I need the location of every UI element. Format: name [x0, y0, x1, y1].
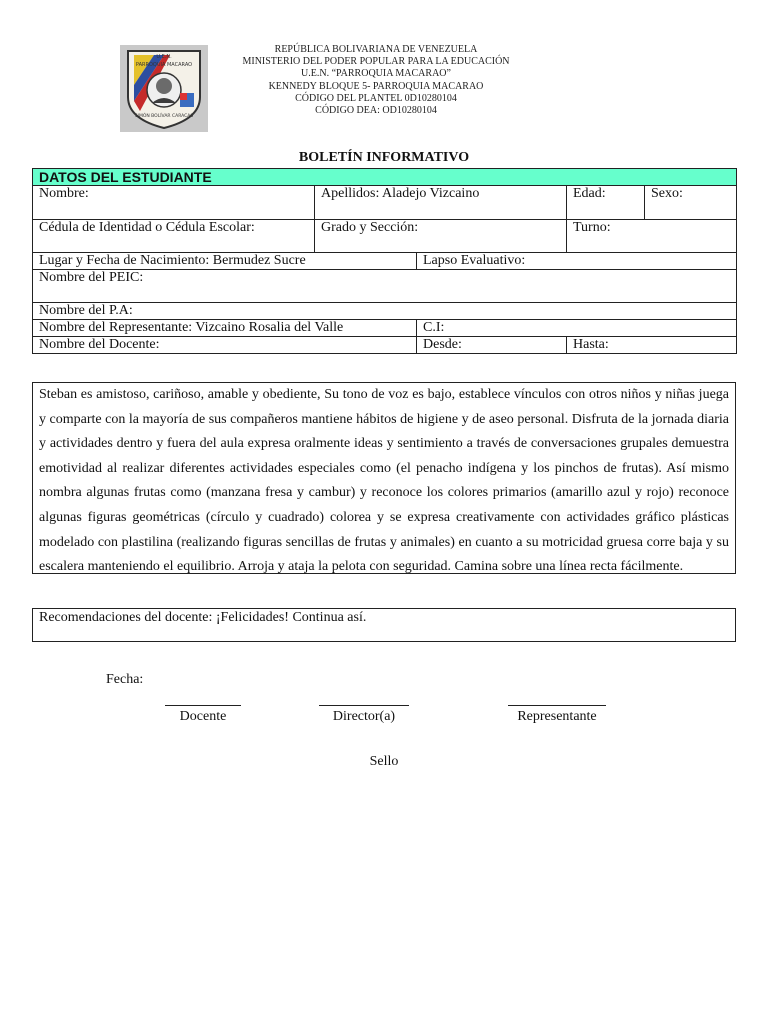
- field-pa: Nombre del P.A:: [33, 303, 737, 320]
- field-nombre: Nombre:: [33, 186, 315, 220]
- field-turno: Turno:: [567, 220, 737, 253]
- field-hasta: Hasta:: [567, 337, 737, 354]
- field-sexo: Sexo:: [645, 186, 737, 220]
- header-line-dea-code: CÓDIGO DEA: OD10280104: [315, 105, 437, 117]
- signature-director-label: Director(a): [332, 709, 396, 724]
- field-desde: Desde:: [417, 337, 567, 354]
- signature-representante-label: Representante: [517, 709, 597, 724]
- date-label: Fecha:: [106, 672, 144, 687]
- field-ci: C.I:: [417, 320, 737, 337]
- field-lugar-fecha-nacimiento: Lugar y Fecha de Nacimiento: Bermudez Sucre: [33, 253, 417, 270]
- section-header-student: DATOS DEL ESTUDIANTE: [33, 169, 737, 186]
- header-line-school-code: CÓDIGO DEL PLANTEL 0D10280104: [295, 92, 457, 104]
- seal-label: Sello: [369, 754, 399, 769]
- signature-line: [319, 705, 409, 707]
- field-edad: Edad:: [567, 186, 645, 220]
- page-title: BOLETÍN INFORMATIVO: [298, 150, 470, 165]
- signature-line: [165, 705, 241, 707]
- field-grado-seccion: Grado y Sección:: [315, 220, 567, 253]
- field-lapso-evaluativo: Lapso Evaluativo:: [417, 253, 737, 270]
- field-cedula: Cédula de Identidad o Cédula Escolar:: [33, 220, 315, 253]
- narrative-report: Steban es amistoso, cariñoso, amable y obediente, Su tono de voz es bajo, establece vínculos con otros niños y niñas juega y comparte con la mayoría de sus compañeros mantiene hábitos de higiene y de aseo personal. Disfruta de la jornada diaria y actividades dentro y fuera del aula expresa oralmente ideas y sentimiento a través de conversaciones grupales demuestra emotividad al realizar diferentes actividades especiales como (el penacho indígena y los pinchos de frutas). Así mismo nombra algunas frutas como (manzana fresa y cambur) y reconoce los colores primarios (amarillo azul y rojo) reconoce algunas figuras geométricas (círculo y cuadrado) colorea y se expresa creativamente con actividades gráfico plásticas modelado con plastilina (realizando figuras sencillas de frutas y animales) en cuanto a su motricidad gruesa corre baja y su escalera manteniendo el equilibrio. Arroja y ataja la pelota con seguridad. Camina sobre una línea recta fácilmente.: [32, 382, 736, 574]
- signature-director: [318, 705, 410, 725]
- header-line-republic: REPÚBLICA BOLIVARIANA DE VENEZUELA: [274, 44, 478, 55]
- signature-docente: [163, 705, 243, 725]
- header-line-address: KENNEDY BLOQUE 5- PARROQUIA MACARAO: [268, 80, 484, 92]
- recommendations-box: Recomendaciones del docente: ¡Felicidades! Continua así.: [32, 608, 736, 642]
- header-line-ministry: MINISTERIO DEL PODER POPULAR PARA LA EDUCACIÓN: [242, 56, 510, 68]
- crest-bottom-text: SIMÓN BOLÍVAR CARACAS: [134, 114, 194, 119]
- field-docente: Nombre del Docente:: [33, 337, 417, 354]
- school-crest-icon: [120, 45, 208, 132]
- crest-ring-text: PARROQUIA MACARAO: [135, 62, 193, 68]
- field-representante: Nombre del Representante: Vizcaino Rosalia del Valle: [33, 320, 417, 337]
- signature-representante: [507, 705, 607, 725]
- institution-header: [200, 44, 552, 117]
- student-data-table: [32, 168, 737, 354]
- field-apellidos: Apellidos: Aladejo Vizcaino: [315, 186, 567, 220]
- signature-docente-label: Docente: [179, 709, 227, 724]
- field-peic: Nombre del PEIC:: [33, 270, 737, 303]
- crest-top-text: U.E.N.: [156, 54, 172, 60]
- header-line-school: U.E.N. “PARROQUIA MACARAO”: [301, 68, 451, 80]
- signature-line: [508, 705, 606, 707]
